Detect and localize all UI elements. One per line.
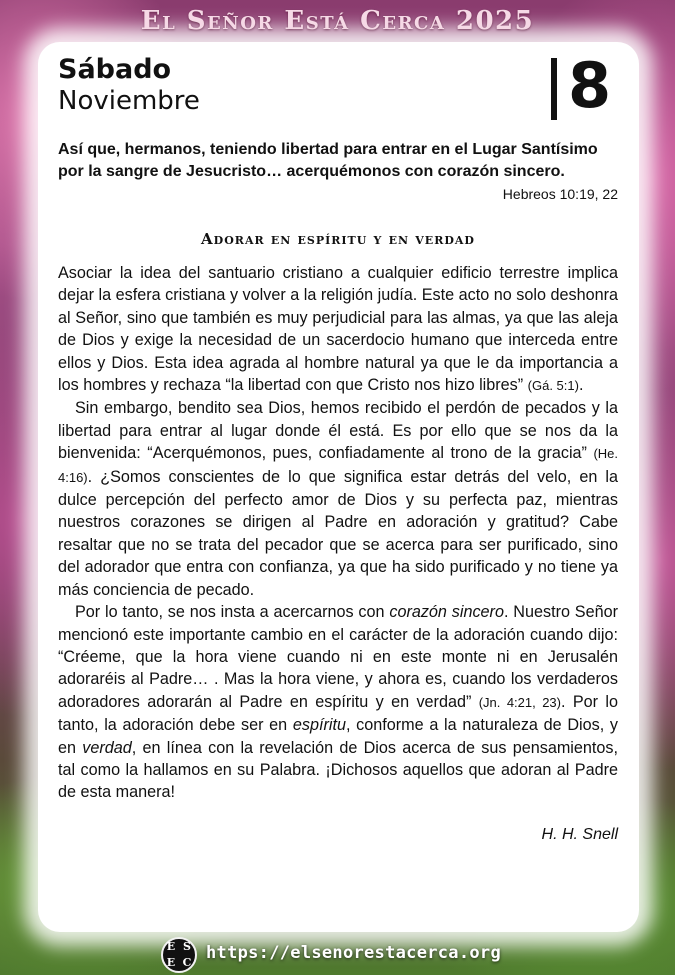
paragraph-3-text-e: , en línea con la revelación de Dios acerca de sus pensamientos, tal como la hallamos en su Palabra. ¡Dichosos aquellos que adoran al Padre de esta manera! (58, 738, 618, 802)
paragraph-2-text-b: . ¿Somos conscientes de lo que significa estar detrás del velo, en la dulce percepción del perfecto amor de Dios y su perfecta paz, mientras nuestros corazones se dirigen al Padre en adoración y gratitud? Cabe resaltar que no se trata del pecador que se acerca para ser purificado, sino del adorador que entra con confianza, ya que ha sido purificado y no tiene ya más conciencia de pecado. (58, 467, 618, 599)
paragraph-3-ref: (Jn. 4:21, 23) (478, 694, 561, 710)
day-number: 8 (568, 49, 612, 122)
paragraph-1-ref: (Gá. 5:1) (527, 378, 579, 394)
paragraph-1-end: . (578, 376, 584, 395)
article-body (58, 262, 618, 804)
paragraph-2 (58, 397, 618, 601)
paragraph-3-emphasis-3: verdad (82, 738, 132, 757)
website-link[interactable]: https://elsenorestacerca.org (206, 943, 501, 963)
paragraph-3-emphasis-2: espíritu (292, 716, 346, 735)
paragraph-2-text-a: Sin embargo, bendito sea Dios, hemos recibido el perdón de pecados y la libertad para entrar al lugar donde él está. Es por ello que se nos da la bienvenida: “Acerquémonos, pues, confiadamente al trono de la gracia” (58, 399, 618, 463)
paragraph-2-ref: (He. 4:16) (58, 446, 618, 485)
logo-letter: E (166, 940, 176, 953)
paragraph-3 (58, 601, 618, 804)
paragraph-3-text-c: . Por lo tanto, la adoración debe ser en (58, 692, 618, 735)
date-divider (551, 58, 557, 120)
logo-letter: C (182, 956, 192, 969)
paragraph-3-text-d: , conforme a la naturaleza de Dios, y en (58, 716, 618, 757)
paragraph-3-text-b: . Nuestro Señor mencionó este importante cambio en el carácter de la adoración cuando dijo: “Créeme, que la hora viene cuando ni en este monte ni en Jerusalén adoraréis al Padre… . Mas la hora viene, y ahora es, cuando los verdaderos adoradores adorarán al Padre en espíritu y en verdad” (58, 603, 618, 711)
logo-letter: S (183, 940, 191, 953)
verse-reference: Hebreos 10:19, 22 (502, 186, 618, 202)
verse-text: Así que, hermanos, teniendo libertad para entrar en el Lugar Santísimo por la sangre de Jesucristo… acerquémonos con corazón sincero. (58, 141, 598, 180)
banner-title: El Señor Está Cerca 2025 (140, 6, 535, 36)
article-author: H. H. Snell (541, 826, 618, 843)
paragraph-3-text-a: Por lo tanto, se nos insta a acercarnos con (75, 603, 390, 622)
month-name: Noviembre (58, 86, 200, 116)
site-logo-icon (161, 937, 197, 973)
logo-letter: E (166, 956, 176, 969)
paragraph-3-emphasis-1: corazón sincero (389, 603, 504, 622)
day-name: Sábado (58, 54, 172, 85)
article-title: Adorar en espíritu y en verdad (201, 230, 475, 248)
paragraph-1 (58, 262, 618, 397)
paragraph-1-text: Asociar la idea del santuario cristiano a cualquier edificio terrestre implica dejar la esfera cristiana y volver a la religión judía. Este acto no solo deshonra al Señor, sino que también es muy perjudicial para las almas, ya que las aleja de Dios y exige la necesidad de un sacerdocio humano que interceda entre ellos y Dios. Esta idea agrada al hombre natural ya que le da importancia a los hombres y rechaza “la libertad con que Cristo nos hizo libres” (58, 264, 618, 395)
footer (0, 934, 675, 974)
